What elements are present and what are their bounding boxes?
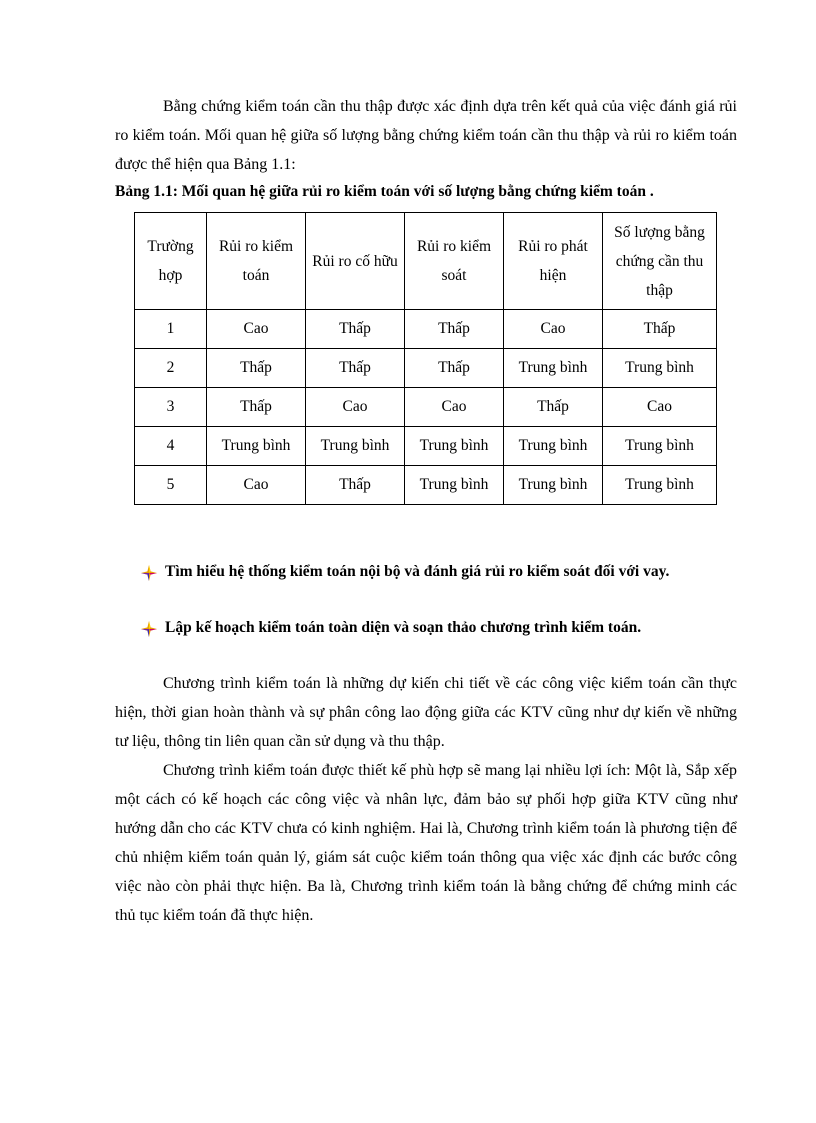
program-definition-paragraph: Chương trình kiểm toán là những dự kiến chi tiết về các công việc kiểm toán cần thực hiện, thời gian hoàn thành và sự phân công lao động giữa các KTV cũng như dự kiến về những tư liệu, thông tin liên quan cần sử dụng và thu thập.: [115, 675, 737, 750]
table-cell: Thấp: [405, 349, 504, 388]
table-cell: Thấp: [306, 466, 405, 505]
four-point-star-bullet-icon: [141, 621, 157, 637]
table-cell: Trung bình: [504, 466, 603, 505]
table-cell: Thấp: [306, 310, 405, 349]
table-cell: Cao: [207, 310, 306, 349]
table-cell: 3: [135, 388, 207, 427]
bullet-item: [141, 613, 737, 642]
header-audit-risk: Rủi ro kiểm toán: [207, 213, 306, 310]
table-row: [135, 427, 717, 466]
table-cell: Trung bình: [603, 427, 717, 466]
table-cell: 1: [135, 310, 207, 349]
header-case: Trường hợp: [135, 213, 207, 310]
header-control-risk: Rủi ro kiểm soát: [405, 213, 504, 310]
bullet-text: Lập kế hoạch kiểm toán toàn diện và soạn thảo chương trình kiểm toán.: [165, 619, 642, 636]
table-row: [135, 349, 717, 388]
header-detection-risk: Rủi ro phát hiện: [504, 213, 603, 310]
table-cell: Trung bình: [603, 349, 717, 388]
table-cell: Cao: [603, 388, 717, 427]
header-inherent-risk: Rủi ro cố hữu: [306, 213, 405, 310]
header-evidence-amount: Số lượng bằng chứng cần thu thập: [603, 213, 717, 310]
table-cell: Trung bình: [405, 466, 504, 505]
table-cell: 2: [135, 349, 207, 388]
four-point-star-bullet-icon: [141, 565, 157, 581]
table-cell: 5: [135, 466, 207, 505]
table-cell: Trung bình: [405, 427, 504, 466]
risk-evidence-table: [134, 212, 717, 505]
table-cell: Trung bình: [603, 466, 717, 505]
table-cell: Thấp: [306, 349, 405, 388]
bullet-text: Tìm hiểu hệ thống kiểm toán nội bộ và đánh giá rủi ro kiểm soát đối với vay.: [165, 563, 670, 580]
table-cell: Cao: [405, 388, 504, 427]
table-cell: Trung bình: [207, 427, 306, 466]
table-row: [135, 310, 717, 349]
table-cell: Cao: [504, 310, 603, 349]
document-page: [115, 92, 737, 930]
table-row: [135, 388, 717, 427]
table-cell: Cao: [207, 466, 306, 505]
table-cell: Trung bình: [306, 427, 405, 466]
table-cell: Thấp: [207, 388, 306, 427]
table-cell: Thấp: [603, 310, 717, 349]
table-cell: Cao: [306, 388, 405, 427]
table-caption: Bảng 1.1: Mối quan hệ giữa rủi ro kiểm toán với số lượng bằng chứng kiểm toán .: [115, 183, 654, 200]
table-cell: Thấp: [504, 388, 603, 427]
program-benefits-paragraph: Chương trình kiểm toán được thiết kế phù hợp sẽ mang lại nhiều lợi ích: Một là, Sắp xếp một cách có kế hoạch các công việc và nhân lực, đảm bảo sự phối hợp giữa KTV cũng như hướng dẫn cho các KTV chưa có kinh nghiệm. Hai là, Chương trình kiểm toán là phương tiện để chủ nhiệm kiểm toán quản lý, giám sát cuộc kiểm toán thông qua việc xác định các bước công việc nào còn phải thực hiện. Ba là, Chương trình kiểm toán là bằng chứng để chứng minh các thủ tục kiểm toán đã thực hiện.: [115, 762, 737, 924]
bullet-item: [141, 557, 737, 586]
table-cell: Trung bình: [504, 349, 603, 388]
table-row: [135, 466, 717, 505]
table-cell: 4: [135, 427, 207, 466]
intro-paragraph: Bằng chứng kiểm toán cần thu thập được xác định dựa trên kết quả của việc đánh giá rủi ro kiểm toán. Mối quan hệ giữa số lượng bằng chứng kiểm toán cần thu thập và rủi ro kiểm toán được thể hiện qua Bảng 1.1:: [115, 98, 737, 173]
table-cell: Thấp: [207, 349, 306, 388]
table-header-row: [135, 213, 717, 310]
table-cell: Trung bình: [504, 427, 603, 466]
table-cell: Thấp: [405, 310, 504, 349]
